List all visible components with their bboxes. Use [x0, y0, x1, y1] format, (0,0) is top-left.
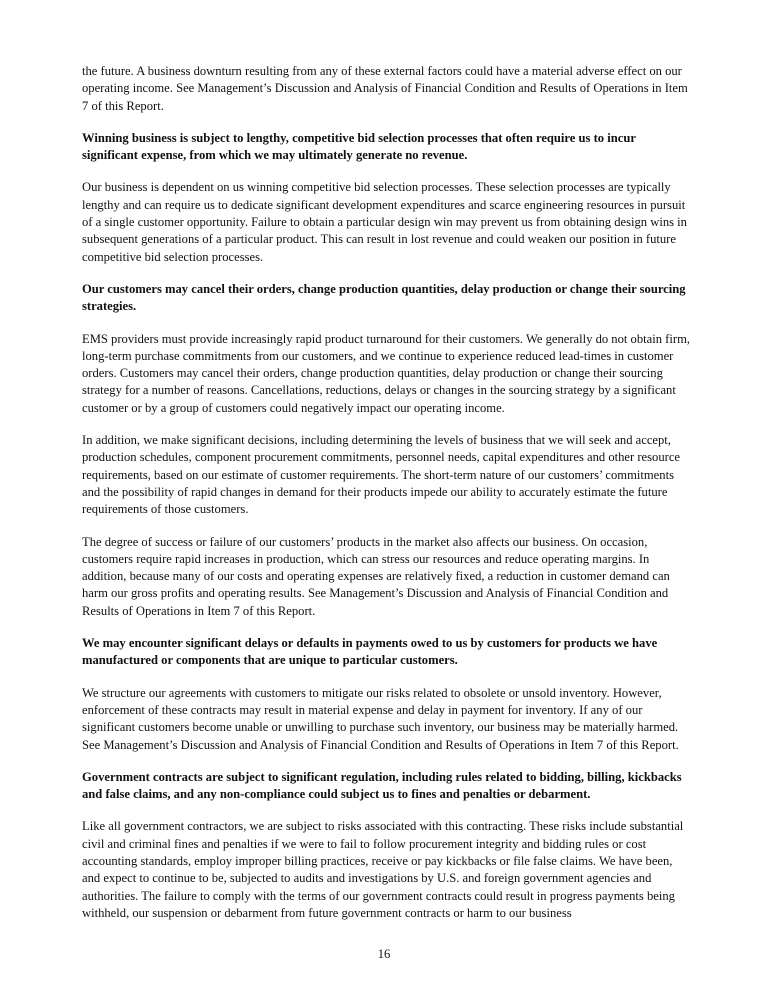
- section-heading: We may encounter significant delays or defaults in payments owed to us by customers for products we have manufactured or components that are unique to particular customers.: [82, 636, 658, 668]
- paragraph: Like all government contractors, we are subject to risks associated with this contracting. These risks include substantial civil and criminal fines and penalties if we were to fail to follow procurement integrity and bidding rules or cost accounting standards, employ improper billing practices, receive or pay kickbacks or file false claims. We have been, and expect to continue to be, subjected to audits and investigations by U.S. and foreign government agencies and authorities. The failure to comply with the terms of our government contracts could result in progress payments being withheld, our suspension or debarment from future government contracts or harm to our business: [82, 819, 684, 920]
- paragraph: The degree of success or failure of our customers’ products in the market also affects our business. On occasion, customers require rapid increases in production, which can stress our resources and reduce operating margins. In addition, because many of our costs and operating expenses are relatively fixed, a reduction in customer demand can harm our gross profits and operating results. See Management’s Discussion and Analysis of Financial Condition and Results of Operations in Item 7 of this Report.: [82, 534, 670, 618]
- paragraph: We structure our agreements with customers to mitigate our risks related to obsolete or unsold inventory. However, enforcement of these contracts may result in material expense and delay in payment for inventory. If any of our significant customers become unable or unwilling to purchase such inventory, our business may be materially harmed. See Management’s Discussion and Analysis of Financial Condition and Results of Operations in Item 7 of this Report.: [82, 685, 679, 752]
- page-number: 16: [377, 947, 391, 961]
- document-body: [82, 63, 690, 937]
- paragraph: the future. A business downturn resulting from any of these external factors could have a material adverse effect on our operating income. See Management’s Discussion and Analysis of Financial Condition and Results of Operations in Item 7 of this Report.: [82, 64, 688, 113]
- paragraph: In addition, we make significant decisions, including determining the levels of business that we will seek and accept, production schedules, component procurement commitments, personnel needs, capital expenditures and other resource requirements, based on our estimate of customer requirements. The short-term nature of our customers’ commitments and the possibility of rapid changes in demand for their products impede our ability to accurately estimate the future requirements of those customers.: [82, 433, 681, 517]
- paragraph: EMS providers must provide increasingly rapid product turnaround for their customers. We generally do not obtain firm, long-term purchase commitments from our customers, and we continue to experience reduced lead-times in customer orders. Customers may cancel their orders, change production quantities, delay production or change their sourcing strategy for a number of reasons. Cancellations, reductions, delays or changes in the sourcing strategy by a significant customer or by a group of customers could negatively impact our operating income.: [82, 331, 691, 415]
- section-heading: Winning business is subject to lengthy, competitive bid selection processes that often require us to incur significant expense, from which we may ultimately generate no revenue.: [82, 130, 636, 163]
- section-heading: Government contracts are subject to significant regulation, including rules related to bidding, billing, kickbacks and false claims, and any non-compliance could subject us to fines and penalties or debarment.: [82, 769, 682, 802]
- section-heading: Our customers may cancel their orders, change production quantities, delay production or change their sourcing strategies.: [82, 281, 686, 314]
- paragraph: Our business is dependent on us winning competitive bid selection processes. These selection processes are typically lengthy and can require us to dedicate significant development expenditures and scarce engineering resources in pursuit of a single customer opportunity. Failure to obtain a particular design win may prevent us from obtaining design wins in subsequent generations of a particular product. This can result in lost revenue and could weaken our position in future competitive bid selection processes.: [82, 180, 687, 264]
